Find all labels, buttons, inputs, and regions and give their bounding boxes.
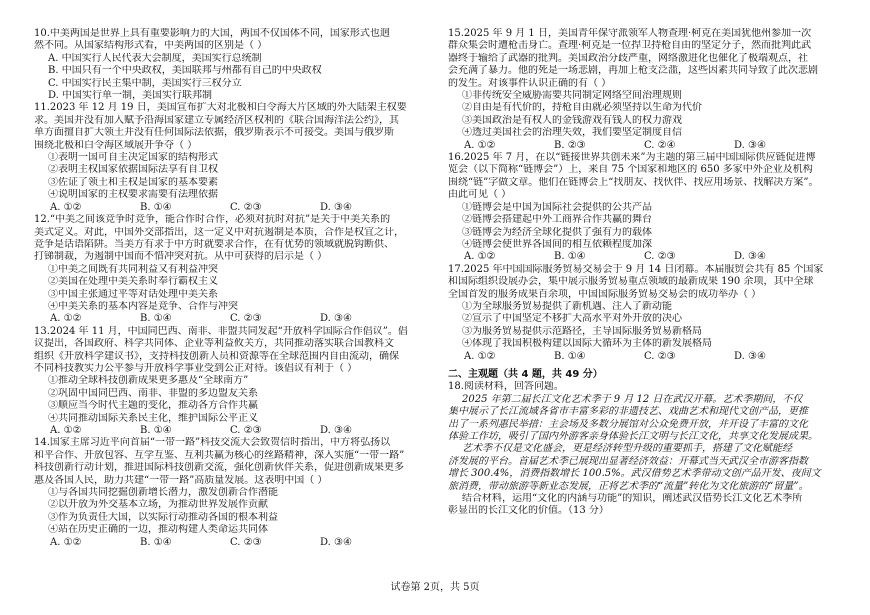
question-option: ②美国在处理中美关系时奉行霸权主义 [48, 276, 218, 288]
question-block [448, 28, 860, 152]
answer-choice: B. ①④ [140, 536, 172, 548]
answer-choice: A. ①② [50, 536, 82, 548]
question-option: ③作为负责任大国，以实际行动推动各国的根本利益 [48, 511, 278, 523]
answer-choices [448, 351, 860, 363]
question-option: ②以开放为外交基本立场，为推动世界发展作贡献 [48, 499, 268, 511]
question-text: 惠及各国人民，助力共建“一带一路”高质量发展。这表明中国（ ） [34, 474, 328, 486]
question-text: 议提出，各国政府、科学共同体、企业等利益攸关方，共同推动落实联合国教科文 [34, 338, 394, 350]
question-text: 群众集会时遭枪击身亡。查理·柯克是一位捍卫持枪自由的坚定分子，然而批判此武 [448, 40, 812, 52]
question-block [34, 437, 446, 549]
question-option: ①与各国共同挖掘创新增长潜力，激发创新合作潜能 [48, 487, 278, 499]
question-option: ①表明一国可自主决定国家的结构形式 [48, 152, 218, 164]
question-text: 科技创新行动计划，推进国际科技创新交流，强化创新伙伴关系，促进创新成果更多 [34, 462, 404, 474]
question-ask: 彰显出的长江文化的价值。（13 分） [448, 505, 609, 517]
question-option: ④链博会使世界各国间的相互依赖程度加深 [462, 238, 652, 250]
material-text: 旅消费，带动旅游等新业态发展，正将艺术季的“流量”转化为文化旅游的“留量”。 [448, 480, 809, 492]
answer-choice: D. ③④ [320, 201, 352, 213]
answer-choice: C. ②③ [230, 313, 262, 325]
question-text: 11.2023 年 12 月 19 日，美国宣布扩大对北极和白令海大片区域的外大陆架主权要 [34, 102, 407, 114]
question-text: 的发生。对该事件认识正确的有（ ） [448, 77, 612, 89]
answer-choice: A. ①② [50, 313, 82, 325]
answer-choice: B. ①④ [554, 350, 586, 362]
question-block [448, 264, 860, 363]
question-text: 和国际组织设展办会，集中展示服务贸易重点领域的最新成果 190 余项，其中全球 [448, 276, 814, 288]
question-option: ③顺应当今时代主题的变化，推动各方合作共赢 [48, 400, 258, 412]
question-option: ④说明国家的主权要求需要有法理依据 [48, 189, 218, 201]
question-option: ④共同推动国际关系民主化，维护国际公平正义 [48, 412, 258, 424]
question-option: ①非传统安全威胁需要共同制定网络空间治理规则 [462, 90, 682, 102]
material-text: 增长 300.4%，消费指数增长 100.5%。武汉借势艺术季带动文创产品开发、夜间文 [448, 468, 821, 480]
answer-choice: C. ②③ [230, 536, 262, 548]
answer-choice: A. ①② [464, 350, 496, 362]
question-text: 和平合作、开放包容、互学互鉴、互利共赢为核心的丝路精神，深入实施“一带一路” [34, 449, 405, 461]
answer-choice: D. ③④ [320, 313, 352, 325]
answer-choices [448, 140, 860, 152]
question-text: 全国首发的服务成果百余项，中国国际服务贸易交易会的成功举办（ ） [448, 288, 762, 300]
answer-choices [34, 313, 446, 325]
question-text: 竞争是话语陷阱。当美方有求于中方时就要求合作，在有优势的领域就脱钩断供、 [34, 238, 394, 250]
material-text: 集中展示了长江流域各省市丰富多彩的非遗技艺、戏曲艺术和现代文创产品，更推 [448, 406, 808, 418]
question-text: 围绕北极和白令海区域展开争夺（ ） [34, 139, 198, 151]
question-text: 美式定义。对此，中国外交部指出，这一定义中对抗遏制是本质，合作是权宜之计， [34, 226, 404, 238]
question-block [34, 326, 446, 438]
material-text: 2025 年第二届长江文化艺术季于 9 月 12 日在武汉开幕。艺术季期间，不仅 [462, 393, 803, 405]
question-text: 18.阅读材料，回答问题。 [448, 381, 564, 393]
answer-choice: C. ②③ [644, 350, 676, 362]
question-ask: 结合材料，运用“文化的内涵与功能”的知识，阐述武汉借势长江文化艺术季所 [462, 493, 803, 505]
question-option: ③中国主张通过平等对话处理中美关系 [48, 288, 218, 300]
question-text: 15.2025 年 9 月 1 日，美国青年保守派领军人物查理·柯克在美国犹他州参加一次 [448, 28, 812, 39]
page-footer: 试卷第 2页，共 5页 [390, 582, 480, 593]
question-block [34, 28, 446, 102]
question-option: ③美国政治是有权人的金钱游戏有钱人的权力游戏 [462, 114, 682, 126]
answer-choice: C. ②③ [230, 201, 262, 213]
question-text: 组织《开放科学建议书》，支持科技创新人员和资源等在全球范围内自由流动，确保 [34, 350, 399, 362]
answer-choices [34, 537, 446, 549]
question-text: 围绕“链”字做文章。他们在链博会上“找朋友、找伙伴、找应用场景、找解决方案”。 [448, 176, 819, 188]
question-option: ④体现了我国积极构建以国际大循环为主体的新发展格局 [462, 338, 712, 350]
answer-choice: B. ②③ [554, 139, 586, 151]
question-option: ①为全球服务贸易提供了新机遇、注入了新动能 [462, 300, 672, 312]
answer-choice: D. ③④ [320, 536, 352, 548]
answer-choice: A. ①② [464, 251, 496, 263]
answer-choice: A. ①② [464, 139, 496, 151]
question-option: ④透过美国社会的治理失效，我们要坚定制度自信 [462, 127, 682, 139]
question-text: 不同科技教实力公平参与开放科学事业受到公正对待。该倡议有利于（ ） [34, 362, 358, 374]
answer-choice: C. ②④ [644, 139, 676, 151]
question-text: 14.国家主席习近平向首届“一带一路”科技交流大会致贺信时指出，中方将弘扬以 [34, 437, 391, 449]
material-text: 出了一系列惠民举措：主会场及多数分展馆对公众免费开放，并开设了丰富的文化 [448, 418, 808, 430]
answer-choice: B. ①④ [554, 251, 586, 263]
answer-choices [448, 251, 860, 263]
answer-choice: D. ③④ [734, 251, 766, 263]
question-option: ②宣示了中国坚定不移扩大高水平对外开放的决心 [462, 313, 682, 325]
question-option: ①中美之间既有共同利益又有利益冲突 [48, 263, 218, 275]
question-option: ①推动全球科技创新成果更多惠及“全球南方” [48, 375, 249, 387]
answer-choice: D. ③④ [734, 350, 766, 362]
question-option: A. 中国实行人民代表大会制度，美国实行总统制 [48, 52, 262, 64]
question-text: 器终于输给了武器的批判。美国政治分歧严重，网络激进化也催化了极端观点，社 [448, 52, 808, 64]
question-text: 览会（以下简称“链博会”）上，来自 75 个国家和地区的 650 多家中外企业及机构 [448, 164, 813, 176]
answer-choice: A. ①② [50, 201, 82, 213]
material-text: 济发展的平台。首届艺术季已展现出显著经济效益：开幕式当天武汉全市游客指数 [448, 455, 808, 467]
question-text: 然不同。从国家结构形式看，中美两国的区别是（ ） [34, 40, 268, 52]
answer-choice: C. ②③ [644, 251, 676, 263]
question-option: ②自由是有代价的，持枪自由就必须坚持以生命为代价 [462, 102, 702, 114]
question-text: 10.中美两国是世界上具有重要影响力的大国，两国不仅国体不同，国家形式也迥 [34, 28, 390, 39]
question-block [34, 214, 446, 326]
question-option: ③为服务贸易提供示范路径，主导国际服务贸易新格局 [462, 325, 702, 337]
question-option: ④中美关系的基本内容是竞争、合作与冲突 [48, 300, 238, 312]
question-text: 会充满了暴力。他的死是一场悲剧，再加上枪支泛滥，这些因素共同导致了此次悲剧 [448, 65, 818, 77]
question-option: ②链博会搭建起中外工商界合作共赢的舞台 [462, 214, 652, 226]
question-option: ③链博会为经济全球化提供了强有力的载体 [462, 226, 652, 238]
answer-choices [34, 202, 446, 214]
answer-choice: D. ③④ [734, 139, 766, 151]
question-text: 16.2025 年 7 月，在以“链接世界共创未来”为主题的第三届中国国际供应链促进博 [448, 152, 816, 164]
question-option: B. 中国只有一个中央政权，美国联邦与州都有自己的中央政权 [48, 65, 322, 77]
question-text: 打锑制裁，为遏制中国而不惜冲突对抗。从中可获得的启示是（ ） [34, 251, 328, 263]
question-text: 由此可见（ ） [448, 189, 512, 201]
answer-choices [34, 425, 446, 437]
question-option: ①链博会是中国为国际社会提供的公共产品 [462, 201, 652, 213]
question-option: C. 中国实行民主集中制，美国实行三权分立 [48, 77, 242, 89]
question-option: ②表明主权国家依据国际法享有自卫权 [48, 164, 218, 176]
section-heading: 二、主观题（共 4 题，共 49 分） [448, 368, 603, 380]
question-text: 单方面擅自扩大领土并没有任何国际法依据，俄罗斯表示不可接受。美国与俄罗斯 [34, 127, 394, 139]
question-option: ④站在历史正确的一边，推动构建人类命运共同体 [48, 524, 268, 536]
question-option: D. 中国实行单一制，美国实行联邦制 [48, 90, 213, 102]
question-option: ③佐证了领土和主权是国家的基本要素 [48, 176, 218, 188]
question-option: ②巩固中国同巴西、南非、非盟的多边盟友关系 [48, 387, 258, 399]
question-text: 12.“中美之间该竞争时竞争，能合作时合作，必须对抗时对抗”是关于中美关系的 [34, 214, 391, 226]
answer-choice: B. ①④ [140, 313, 172, 325]
question-text: 13.2024 年 11 月，中国同巴西、南非、非盟共同发起“开放科学国际合作倡议”。倡 [34, 325, 408, 337]
answer-choice: D. ③④ [320, 425, 352, 436]
material-text: 体验工作坊，吸引了国内外游客亲身体验长江文明与长江文化，共享文化发展成果。 [448, 431, 818, 442]
left-column [34, 28, 446, 549]
question-block [34, 102, 446, 214]
question-text: 17.2025 年中国国际服务贸易交易会于 9 月 14 日闭幕。本届服贸会共有 85 个国家 [448, 263, 824, 275]
question-text: 求。美国并没有加入赋予沿海国家建立专属经济区权利的《联合国海洋法公约》，其 [34, 114, 399, 126]
right-column [448, 28, 860, 518]
answer-choice: B. ①④ [140, 201, 172, 213]
material-text: 艺术季不仅是文化盛会，更是经济转型升级的重要抓手，搭建了文化赋能经 [462, 443, 792, 455]
answer-choice: B. ①④ [140, 425, 172, 436]
question-block [448, 152, 860, 264]
answer-choice: A. ①② [50, 425, 82, 436]
answer-choice: C. ②③ [230, 425, 262, 436]
